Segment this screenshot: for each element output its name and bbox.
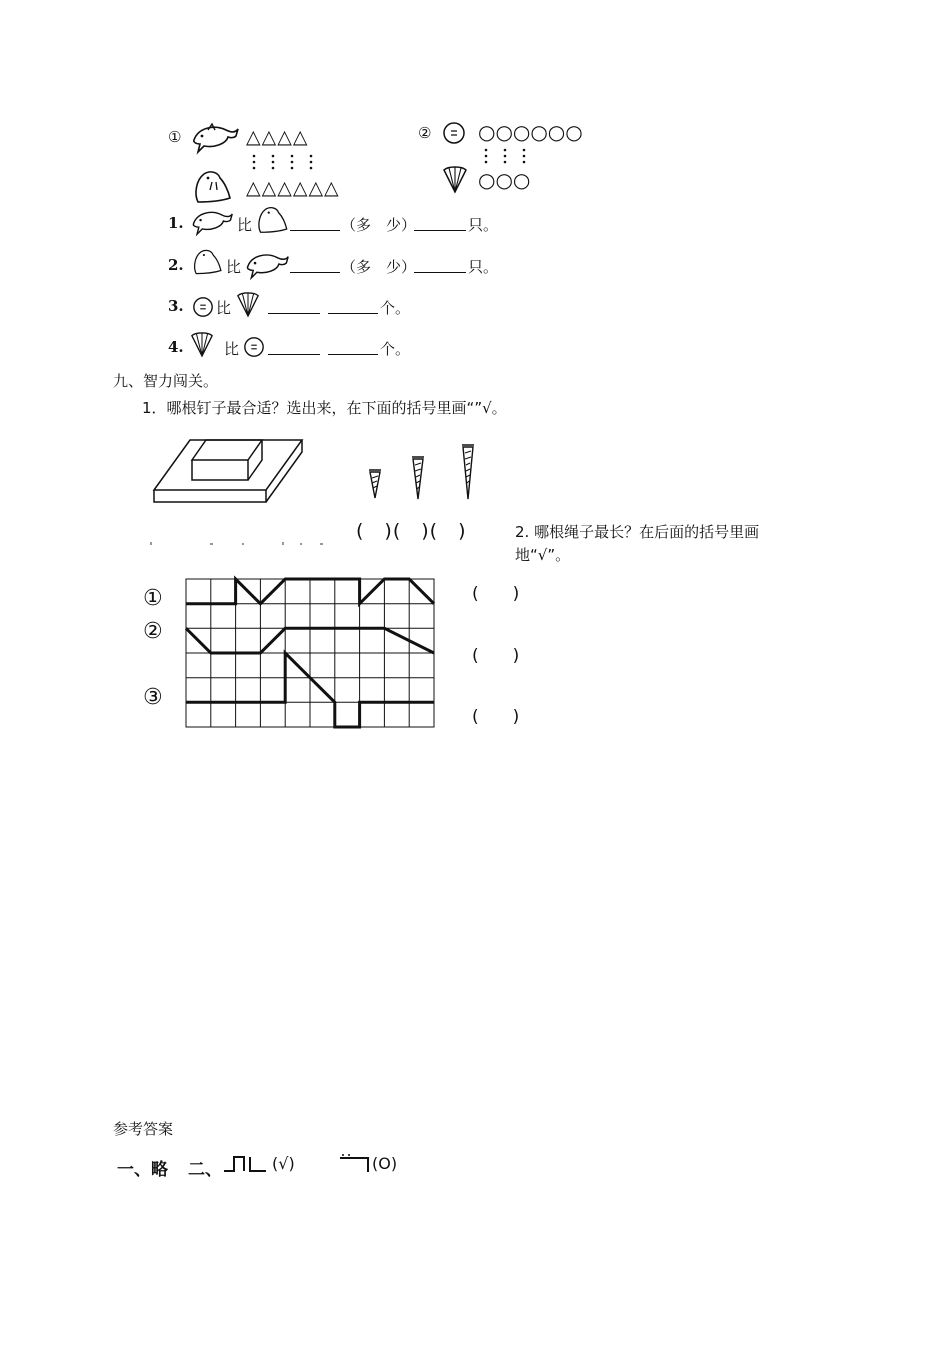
board-block-illustration [150,432,310,512]
fan-icon [236,290,260,318]
section-nine-heading: 九、智力闯关。 [113,372,219,390]
rope-answer-3[interactable]: ( ) [472,707,520,727]
group-one-number: ① [168,128,182,146]
nail-question: 1．哪根钉子最合适？选出来，在下面的括号里画“”√。 [142,399,507,417]
step-line-icon [224,1154,268,1174]
q3-number: 3. [168,297,184,315]
nail-long-icon [461,443,475,501]
q1-number: 1. [168,214,184,232]
q1-blank-2[interactable] [414,216,466,231]
q4-blank-1[interactable] [268,340,320,355]
q3-bi: 比 [216,299,232,317]
q4-blank-2[interactable] [328,340,378,355]
q2-blank-1[interactable] [290,258,340,273]
q2-blank-2[interactable] [414,258,466,273]
scan-artifacts [150,540,350,548]
q1-bi: 比 [237,216,253,234]
dolphin-icon [190,206,234,236]
rope-question-line1: 2. 哪根绳子最长？在后面的括号里画 [515,523,760,541]
q3-unit: 个。 [380,299,411,317]
q1-unit: 只。 [468,216,499,234]
dotted-lines [252,154,322,174]
circles-row-bottom: ○○○ [478,168,531,192]
q2-unit: 只。 [468,258,499,276]
q1-blank-1[interactable] [290,216,340,231]
nail-medium-icon [411,455,425,501]
fan-icon [442,164,468,194]
triangles-row-bottom: △△△△△△ [246,177,340,199]
q2-number: 2. [168,256,184,274]
triangles-row-top: △△△△ [246,126,309,148]
dotted-lines-two [484,148,544,168]
answer-mark-two: (O) [372,1154,398,1173]
q2-paren: （多 少） [341,258,417,276]
hook-line-icon [338,1154,372,1174]
q1-paren: （多 少） [341,216,417,234]
circles-row-top: ○○○○○○ [478,120,583,144]
q3-blank-1[interactable] [268,299,320,314]
rope-label-1: ① [143,586,163,611]
answer-part-two: 二、 [188,1160,222,1180]
rope-label-2: ② [143,619,163,644]
walrus-icon [190,246,224,278]
rope-answer-2[interactable]: ( ) [472,646,520,666]
q4-bi: 比 [224,340,240,358]
candy-icon [243,336,265,358]
candy-icon [442,121,466,145]
answer-mark-one: (√) [272,1154,295,1173]
rope-question-line2: 地“√”。 [515,546,571,564]
rope-grid [186,579,436,729]
q4-number: 4. [168,338,184,356]
dolphin-icon [190,120,240,154]
nail-short-icon [368,468,382,500]
rope-label-3: ③ [143,685,163,710]
candy-icon [192,296,214,318]
q2-bi: 比 [226,258,242,276]
dolphin-icon [244,248,290,280]
walrus-icon [254,204,290,236]
rope-answer-1[interactable]: ( ) [472,584,520,604]
fan-icon [190,330,214,358]
walrus-icon [190,168,234,206]
q4-unit: 个。 [380,340,411,358]
group-two-number: ② [418,124,432,142]
nail-answer-parens[interactable]: ( )( )( ) [356,520,467,542]
q3-blank-2[interactable] [328,299,378,314]
answer-part-one: 一、略 [117,1160,168,1180]
answer-heading: 参考答案 [113,1120,174,1138]
